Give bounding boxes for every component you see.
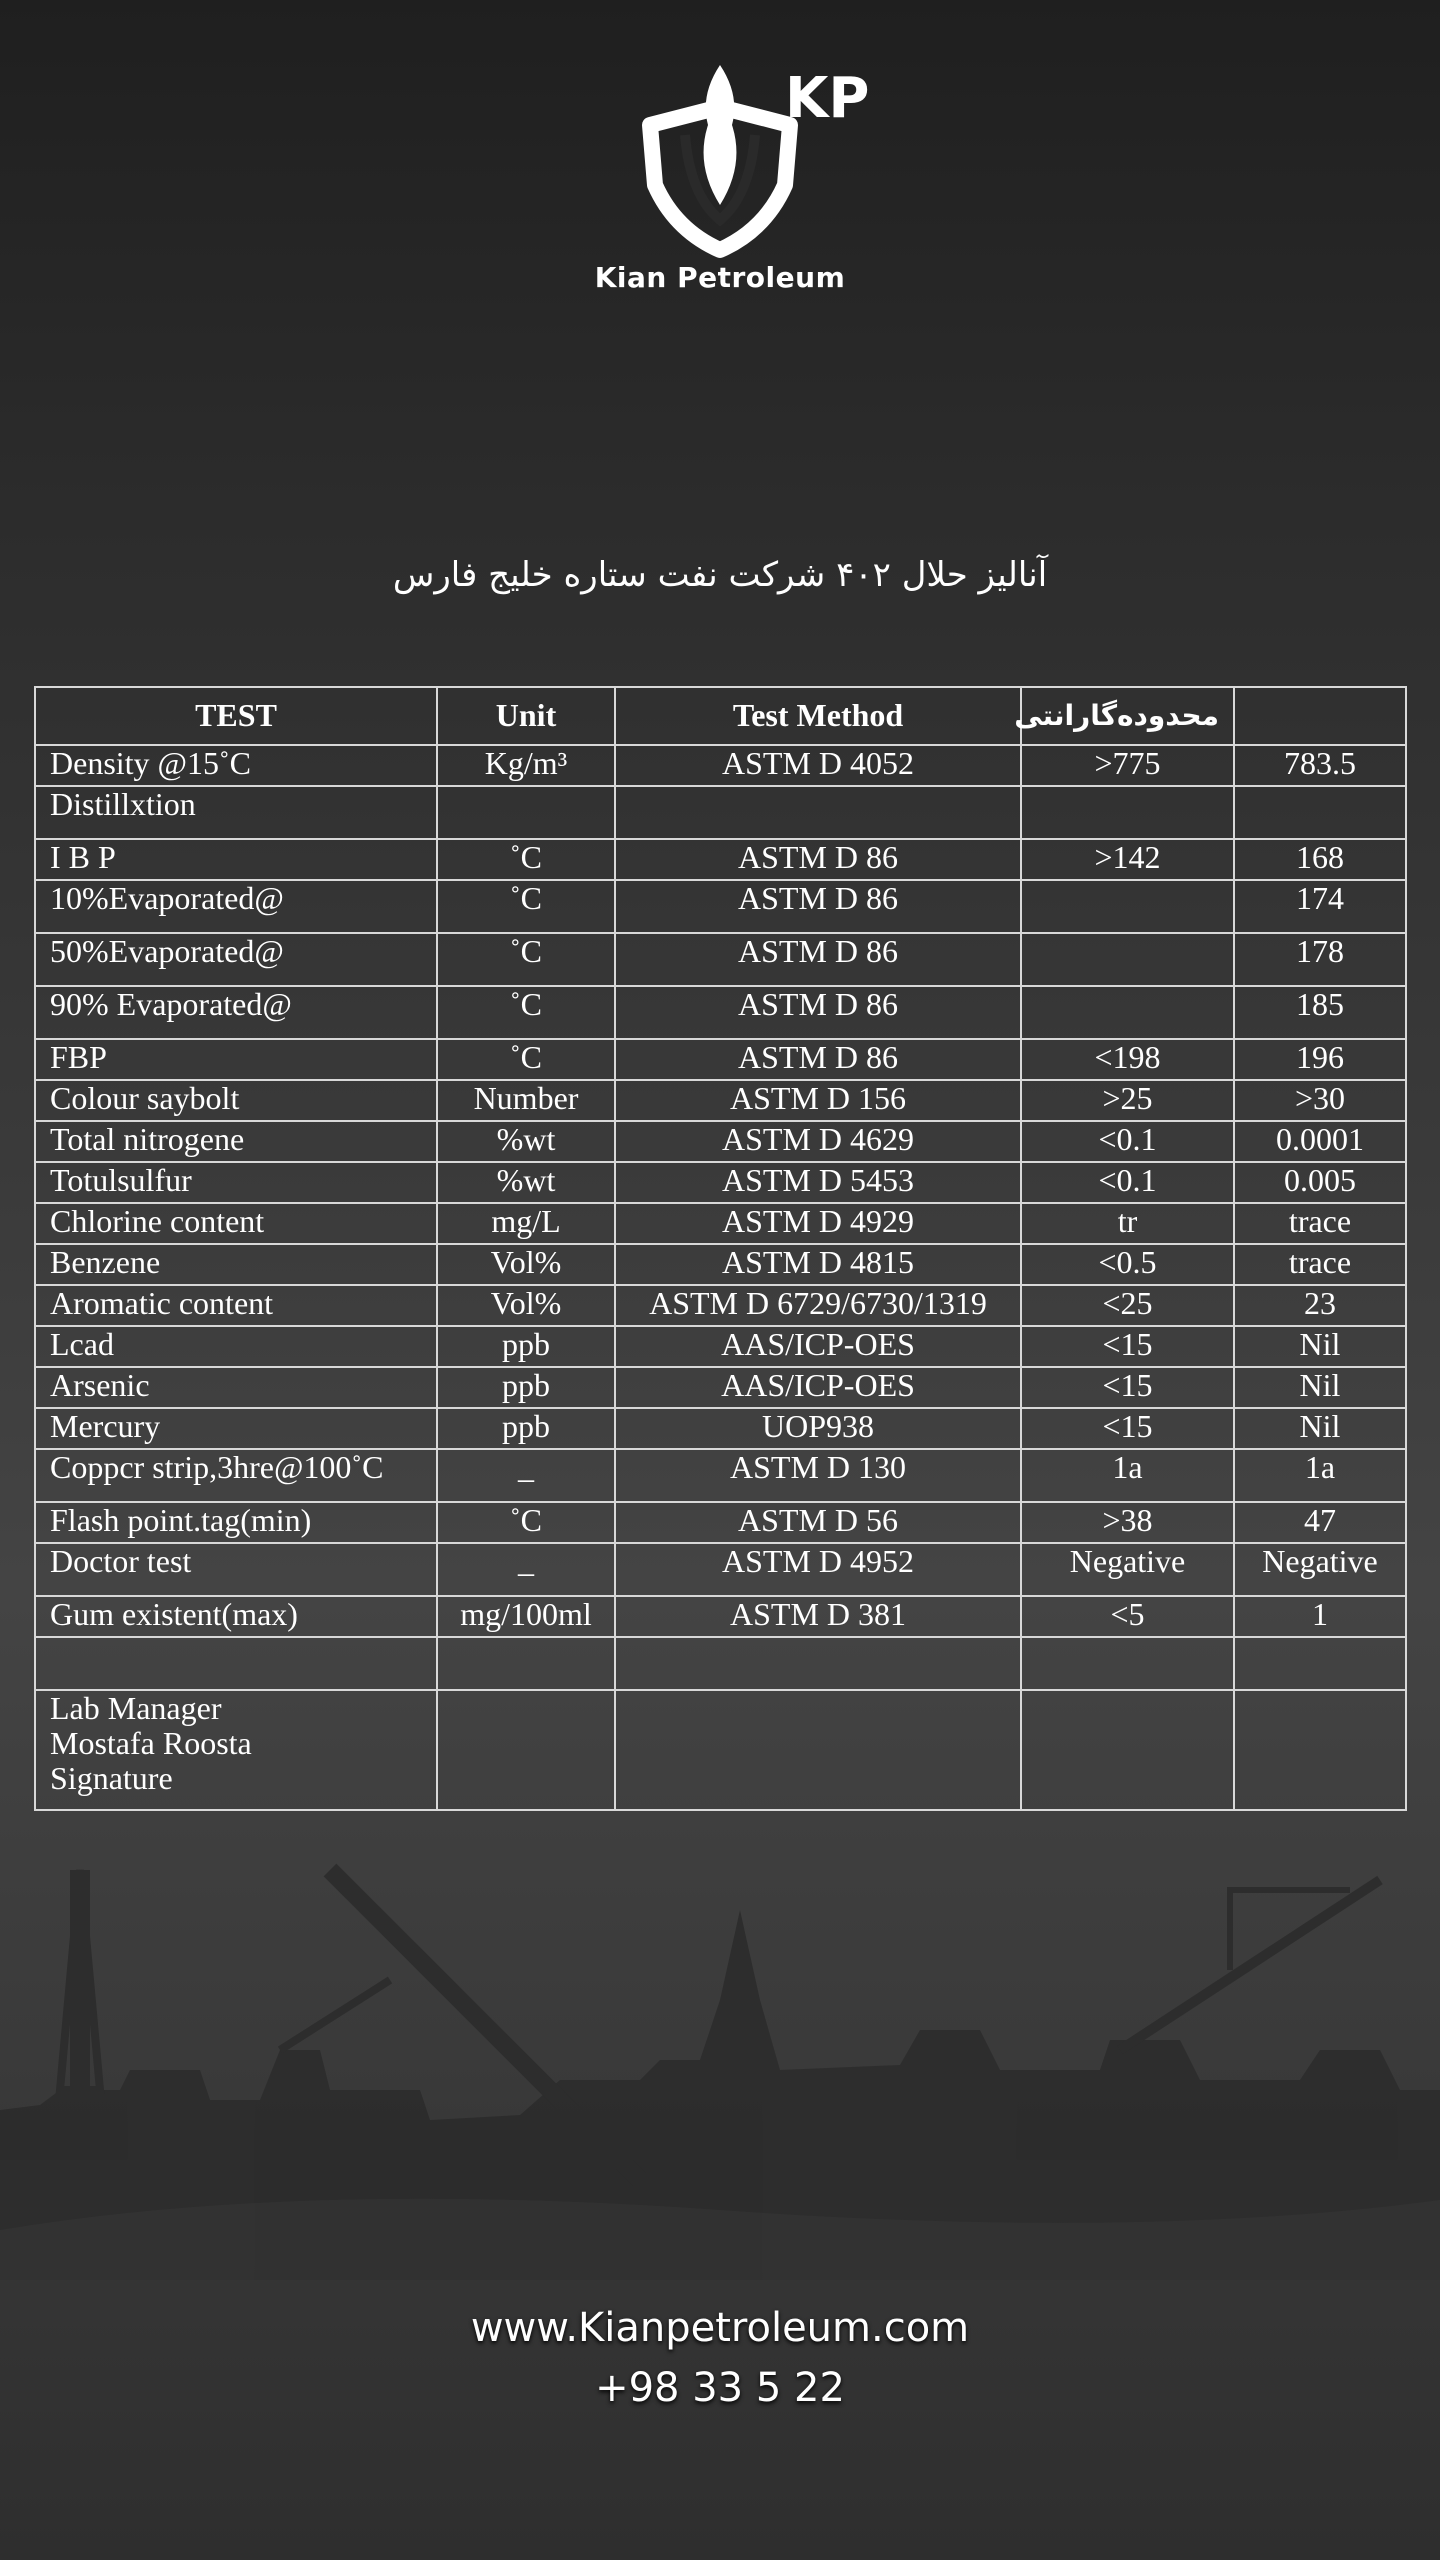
cell-range: >142 <box>1021 839 1234 880</box>
table-row <box>35 1637 1406 1690</box>
cell-method: ASTM D 4052 <box>615 745 1021 786</box>
cell-result <box>1234 786 1406 839</box>
table-row <box>35 786 1406 839</box>
brand-name: Kian Petroleum <box>594 261 846 294</box>
signature-name: Mostafa Roosta <box>50 1725 252 1762</box>
table-row <box>35 839 1406 880</box>
cell-test: Aromatic content <box>35 1285 437 1326</box>
cell-method: ASTM D 86 <box>615 839 1021 880</box>
cell-result: trace <box>1234 1244 1406 1285</box>
cell-method <box>615 786 1021 839</box>
cell-result <box>1234 1637 1406 1690</box>
cell-range: >25 <box>1021 1080 1234 1121</box>
table-row <box>35 1449 1406 1502</box>
logo-letters: KP <box>785 66 870 131</box>
cell-test: Distillxtion <box>35 786 437 839</box>
signature-label: Signature <box>50 1760 173 1797</box>
cell-range: <0.1 <box>1021 1121 1234 1162</box>
cell-method <box>615 1637 1021 1690</box>
cell-result: 178 <box>1234 933 1406 986</box>
analysis-table <box>34 686 1407 1811</box>
cell-unit: ppb <box>437 1326 615 1367</box>
cell-range <box>1021 986 1234 1039</box>
cell-test: 90% Evaporated@ <box>35 986 437 1039</box>
cell-unit: %wt <box>437 1121 615 1162</box>
header-unit: Unit <box>437 687 615 745</box>
header-guarantee-range: محدوده‌گارانتی <box>1021 687 1234 745</box>
phone-number: +98 33 5 22 <box>595 2365 845 2411</box>
table-row <box>35 933 1406 986</box>
cell-range: >775 <box>1021 745 1234 786</box>
cell-unit: ˚C <box>437 839 615 880</box>
cell-test: Benzene <box>35 1244 437 1285</box>
cell-test: Mercury <box>35 1408 437 1449</box>
cell-unit: mg/L <box>437 1203 615 1244</box>
cell-result: trace <box>1234 1203 1406 1244</box>
header-result <box>1234 687 1406 745</box>
cell-range: tr <box>1021 1203 1234 1244</box>
cell-result: 196 <box>1234 1039 1406 1080</box>
cell-test: Total nitrogene <box>35 1121 437 1162</box>
cell-unit: ˚C <box>437 933 615 986</box>
cell-unit: ˚C <box>437 986 615 1039</box>
signature-empty-cell <box>615 1690 1021 1810</box>
cell-result: 783.5 <box>1234 745 1406 786</box>
cell-method: ASTM D 4629 <box>615 1121 1021 1162</box>
cell-result: Negative <box>1234 1543 1406 1596</box>
table-row <box>35 1367 1406 1408</box>
cell-unit: _ <box>437 1543 615 1596</box>
cell-method: ASTM D 56 <box>615 1502 1021 1543</box>
signature-empty-cell <box>1234 1690 1406 1810</box>
cell-method: ASTM D 4952 <box>615 1543 1021 1596</box>
cell-range: <0.5 <box>1021 1244 1234 1285</box>
cell-unit <box>437 786 615 839</box>
cell-range: <0.1 <box>1021 1162 1234 1203</box>
cell-result: 174 <box>1234 880 1406 933</box>
table-row <box>35 1543 1406 1596</box>
website-link[interactable]: www.Kianpetroleum.com <box>470 2305 970 2351</box>
cell-result: 185 <box>1234 986 1406 1039</box>
cell-test: Coppcr strip,3hre@100˚C <box>35 1449 437 1502</box>
table-row <box>35 1039 1406 1080</box>
cell-result: 1 <box>1234 1596 1406 1637</box>
cell-method: ASTM D 86 <box>615 986 1021 1039</box>
cell-test: Chlorine content <box>35 1203 437 1244</box>
footer <box>0 2305 1440 2425</box>
cell-test: I B P <box>35 839 437 880</box>
table-row <box>35 880 1406 933</box>
table-row <box>35 1326 1406 1367</box>
signature-empty-cell <box>1021 1690 1234 1810</box>
cell-test: 50%Evaporated@ <box>35 933 437 986</box>
cell-range <box>1021 933 1234 986</box>
cell-method: AAS/ICP-OES <box>615 1326 1021 1367</box>
cell-range: <198 <box>1021 1039 1234 1080</box>
cell-test: Arsenic <box>35 1367 437 1408</box>
oil-rig-skyline-illustration <box>0 1850 1440 2280</box>
cell-unit: Vol% <box>437 1285 615 1326</box>
table-row <box>35 1203 1406 1244</box>
signature-empty-cell <box>437 1690 615 1810</box>
cell-range: <15 <box>1021 1326 1234 1367</box>
cell-method: ASTM D 6729/6730/1319 <box>615 1285 1021 1326</box>
cell-range <box>1021 1637 1234 1690</box>
cell-unit: ˚C <box>437 1039 615 1080</box>
cell-range: <25 <box>1021 1285 1234 1326</box>
cell-test: Totulsulfur <box>35 1162 437 1203</box>
cell-result: >30 <box>1234 1080 1406 1121</box>
cell-test: FBP <box>35 1039 437 1080</box>
cell-method: ASTM D 4815 <box>615 1244 1021 1285</box>
cell-result: 168 <box>1234 839 1406 880</box>
cell-result: Nil <box>1234 1326 1406 1367</box>
cell-method: ASTM D 86 <box>615 1039 1021 1080</box>
cell-range <box>1021 880 1234 933</box>
cell-test <box>35 1637 437 1690</box>
cell-unit <box>437 1637 615 1690</box>
cell-unit: ˚C <box>437 1502 615 1543</box>
cell-test: Flash point.tag(min) <box>35 1502 437 1543</box>
cell-method: ASTM D 4929 <box>615 1203 1021 1244</box>
cell-unit: ˚C <box>437 880 615 933</box>
cell-unit: mg/100ml <box>437 1596 615 1637</box>
cell-range <box>1021 786 1234 839</box>
cell-method: AAS/ICP-OES <box>615 1367 1021 1408</box>
cell-range: 1a <box>1021 1449 1234 1502</box>
cell-test: Lcad <box>35 1326 437 1367</box>
cell-unit: Kg/m³ <box>437 745 615 786</box>
cell-range: <15 <box>1021 1367 1234 1408</box>
table-row <box>35 1162 1406 1203</box>
cell-method: ASTM D 5453 <box>615 1162 1021 1203</box>
table-header-row <box>35 687 1406 745</box>
cell-method: ASTM D 130 <box>615 1449 1021 1502</box>
cell-unit: ppb <box>437 1408 615 1449</box>
cell-result: 47 <box>1234 1502 1406 1543</box>
header-test: TEST <box>35 687 437 745</box>
table-row <box>35 1502 1406 1543</box>
cell-test: Density @15˚C <box>35 745 437 786</box>
cell-unit: %wt <box>437 1162 615 1203</box>
table-row <box>35 745 1406 786</box>
cell-result: 0.0001 <box>1234 1121 1406 1162</box>
cell-result: Nil <box>1234 1408 1406 1449</box>
cell-unit: Number <box>437 1080 615 1121</box>
cell-result: Nil <box>1234 1367 1406 1408</box>
signature-block <box>35 1690 437 1810</box>
table-row <box>35 1244 1406 1285</box>
cell-test: Colour saybolt <box>35 1080 437 1121</box>
cell-range: <5 <box>1021 1596 1234 1637</box>
signature-title: Lab Manager <box>50 1690 222 1726</box>
table-row <box>35 1121 1406 1162</box>
cell-range: Negative <box>1021 1543 1234 1596</box>
cell-test: 10%Evaporated@ <box>35 880 437 933</box>
cell-range: <15 <box>1021 1408 1234 1449</box>
table-row <box>35 986 1406 1039</box>
table-row <box>35 1080 1406 1121</box>
cell-method: ASTM D 86 <box>615 880 1021 933</box>
header-method: Test Method <box>615 687 1021 745</box>
cell-unit: Vol% <box>437 1244 615 1285</box>
table-row <box>35 1408 1406 1449</box>
cell-method: UOP938 <box>615 1408 1021 1449</box>
cell-test: Gum existent(max) <box>35 1596 437 1637</box>
table-row <box>35 1596 1406 1637</box>
cell-method: ASTM D 156 <box>615 1080 1021 1121</box>
cell-unit: _ <box>437 1449 615 1502</box>
document-title: آنالیز حلال ۴۰۲ شرکت نفت ستاره خلیج فارس <box>392 555 1048 595</box>
cell-method: ASTM D 86 <box>615 933 1021 986</box>
table-row <box>35 1285 1406 1326</box>
cell-result: 0.005 <box>1234 1162 1406 1203</box>
company-logo <box>0 55 1440 294</box>
signature-row <box>35 1690 1406 1810</box>
cell-unit: ppb <box>437 1367 615 1408</box>
cell-result: 23 <box>1234 1285 1406 1326</box>
cell-range: >38 <box>1021 1502 1234 1543</box>
cell-result: 1a <box>1234 1449 1406 1502</box>
cell-method: ASTM D 381 <box>615 1596 1021 1637</box>
kp-shield-icon <box>600 55 870 255</box>
cell-test: Doctor test <box>35 1543 437 1596</box>
